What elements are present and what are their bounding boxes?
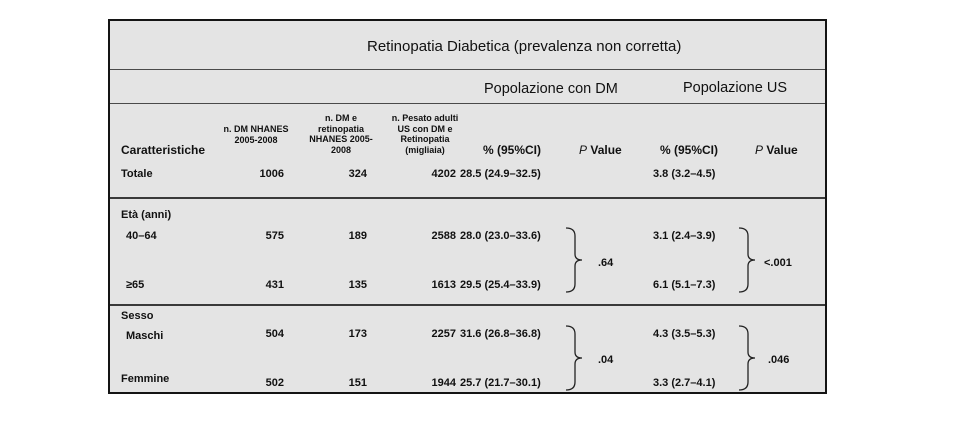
group-header-dm: Popolazione con DM — [484, 81, 618, 97]
header-n-weighted: n. Pesato adulti US con DM e Retinopatia (migliaia) — [391, 113, 459, 155]
header-p-value-us: P Value — [755, 143, 798, 157]
bracket-eta-us — [738, 226, 760, 294]
row-label-femmine: Femmine — [121, 373, 170, 385]
cell-pct-dm: 31.6 (26.8–36.8) — [460, 328, 541, 340]
section-label-eta: Età (anni) — [121, 209, 172, 221]
bracket-sesso-us — [738, 324, 760, 392]
cell-n-retino: 189 — [348, 230, 367, 242]
header-n-dm: n. DM NHANES 2005-2008 — [223, 124, 289, 145]
cell-pct-dm: 25.7 (21.7–30.1) — [460, 377, 541, 389]
cell-n-weighted: 1944 — [431, 377, 456, 389]
cell-n-retino: 324 — [348, 168, 367, 180]
cell-n-weighted: 2257 — [431, 328, 456, 340]
cell-n-dm: 431 — [265, 279, 284, 291]
p-value-eta-dm: .64 — [598, 257, 614, 269]
cell-n-dm: 502 — [265, 377, 284, 389]
cell-n-weighted: 1613 — [431, 279, 456, 291]
cell-n-weighted: 4202 — [431, 168, 456, 180]
row-divider — [110, 69, 825, 70]
cell-n-retino: 173 — [348, 328, 367, 340]
prevalence-table — [108, 19, 827, 394]
cell-n-retino: 151 — [348, 377, 367, 389]
row-label-maschi: Maschi — [126, 330, 164, 342]
p-value-sesso-dm: .04 — [598, 354, 614, 366]
bracket-eta-dm — [565, 226, 587, 294]
header-pct-ci-us: % (95%CI) — [660, 143, 719, 157]
cell-pct-dm: 28.5 (24.9–32.5) — [460, 168, 541, 180]
section-label-sesso: Sesso — [121, 310, 154, 322]
cell-n-weighted: 2588 — [431, 230, 456, 242]
cell-n-dm: 504 — [265, 328, 284, 340]
row-divider — [110, 304, 825, 306]
cell-n-retino: 135 — [348, 279, 367, 291]
cell-pct-dm: 29.5 (25.4–33.9) — [460, 279, 541, 291]
header-pct-ci-dm: % (95%CI) — [483, 143, 542, 157]
row-label-totale: Totale — [121, 168, 153, 180]
cell-pct-dm: 28.0 (23.0–33.6) — [460, 230, 541, 242]
row-divider — [110, 103, 825, 104]
header-n-dm-retinopathy: n. DM e retinopatia NHANES 2005-2008 — [309, 113, 373, 155]
group-header-us: Popolazione US — [683, 80, 787, 96]
cell-n-dm: 1006 — [259, 168, 284, 180]
p-value-sesso-us: .046 — [768, 354, 790, 366]
cell-n-dm: 575 — [265, 230, 284, 242]
cell-pct-us: 6.1 (5.1–7.3) — [653, 279, 716, 291]
table-title: Retinopatia Diabetica (prevalenza non corretta) — [367, 38, 682, 55]
row-divider — [110, 197, 825, 199]
cell-pct-us: 3.8 (3.2–4.5) — [653, 168, 716, 180]
bracket-sesso-dm — [565, 324, 587, 392]
header-characteristics: Caratteristiche — [121, 143, 206, 157]
cell-pct-us: 3.3 (2.7–4.1) — [653, 377, 716, 389]
cell-pct-us: 3.1 (2.4–3.9) — [653, 230, 716, 242]
cell-pct-us: 4.3 (3.5–5.3) — [653, 328, 716, 340]
header-p-value-dm: P Value — [579, 143, 622, 157]
p-value-eta-us: <.001 — [764, 257, 792, 269]
row-label-65: ≥65 — [126, 279, 145, 291]
row-label-40-64: 40–64 — [126, 230, 157, 242]
